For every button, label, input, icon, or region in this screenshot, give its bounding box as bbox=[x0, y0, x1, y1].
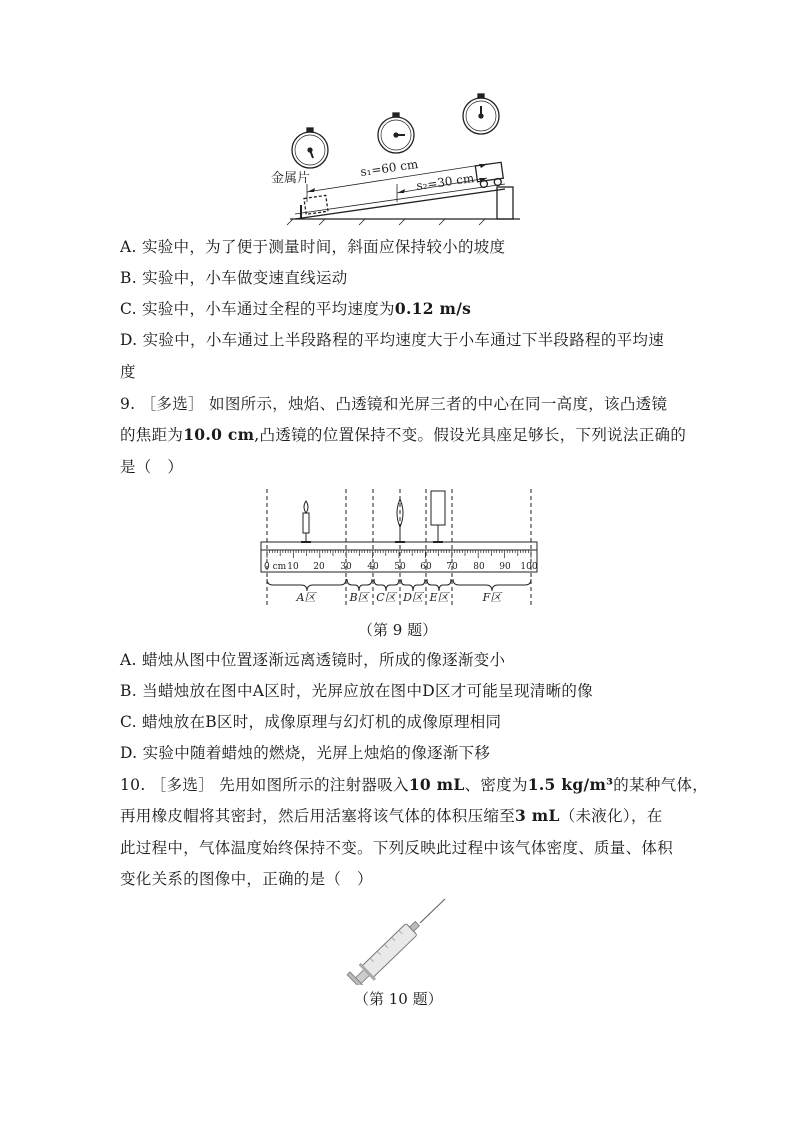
zone-label-f: F区 bbox=[482, 591, 502, 604]
zone-label-a: A区 bbox=[296, 591, 316, 604]
metal-sheet-label: 金属片 bbox=[271, 171, 311, 186]
q10-stem-text-5: （未液化），在 bbox=[559, 807, 663, 825]
s1-label: s₁=60 cm bbox=[359, 157, 420, 179]
scale-tick-70: 70 bbox=[446, 562, 458, 572]
q9-option-c: C. 蜡烛放在B区时，成像原理与幻灯机的成像原理相同 bbox=[120, 713, 502, 731]
scale-tick-30: 30 bbox=[340, 562, 352, 572]
scale-tick-100: 100 bbox=[520, 562, 538, 572]
q9-stem-text-2: ,凸透镜的位置保持不变。假设光具座足够长，下列说法正确的 bbox=[254, 426, 687, 444]
scale-tick-50: 50 bbox=[394, 562, 406, 572]
candle-icon bbox=[301, 501, 311, 542]
scale-tick-60: 60 bbox=[420, 562, 432, 572]
screen-icon bbox=[431, 491, 445, 542]
q10-volume-final: 3 mL bbox=[515, 806, 560, 825]
stopwatch-icon bbox=[378, 113, 414, 153]
zone-label-d: D区 bbox=[403, 591, 423, 604]
q9-option-a: A. 蜡烛从图中位置逐渐远离透镜时，所成的像逐渐变小 bbox=[120, 651, 506, 669]
q9-focal-length: 10.0 cm bbox=[183, 425, 255, 444]
q8-option-d-line1: D. 实验中，小车通过上半段路程的平均速度大于小车通过下半段路程的平均速 bbox=[120, 331, 665, 349]
q8-option-d-line2: 度 bbox=[120, 363, 136, 381]
s2-label: s₂=30 cm bbox=[415, 171, 476, 193]
q10-density-initial: 1.5 kg/m³ bbox=[527, 775, 614, 794]
q8-option-c bbox=[120, 299, 471, 319]
q9-stem-text: 的焦距为 bbox=[120, 426, 184, 444]
scale-tick-20: 20 bbox=[313, 562, 325, 572]
q8-option-c-value: 0.12 m/s bbox=[394, 299, 472, 318]
q10-stem-line2 bbox=[120, 806, 663, 826]
q8-option-c-text: C. 实验中，小车通过全程的平均速度为 bbox=[120, 300, 395, 318]
scale-tick-40: 40 bbox=[367, 562, 379, 572]
q9-stem-line2 bbox=[120, 425, 686, 445]
q9-stem-line1: 9. ［多选］ 如图所示，烛焰、凸透镜和光屏三者的中心在同一高度，该凸透镜 bbox=[120, 395, 668, 413]
q9-option-d: D. 实验中随着蜡烛的燃烧，光屏上烛焰的像逐渐下移 bbox=[120, 744, 491, 762]
q9-option-b: B. 当蜡烛放在图中A区时，光屏应放在图中D区才可能呈现清晰的像 bbox=[120, 682, 593, 700]
q8-option-a: A. 实验中，为了便于测量时间，斜面应保持较小的坡度 bbox=[120, 238, 506, 256]
syringe-figure bbox=[340, 895, 455, 985]
zone-label-e: E区 bbox=[429, 591, 449, 604]
zone-label-b: B区 bbox=[349, 591, 369, 604]
stopwatch-icon bbox=[463, 94, 499, 134]
q10-stem-line1 bbox=[120, 775, 708, 795]
q10-stem-text-3: 的某种气体， bbox=[613, 776, 709, 794]
q10-caption: （第 10 题） bbox=[354, 990, 443, 1008]
q9-stem-line3: 是（ ） bbox=[120, 458, 184, 476]
q10-stem-line3: 此过程中，气体温度始终保持不变。下列反映此过程中该气体密度、质量、体积 bbox=[120, 839, 674, 857]
ruler-ticks bbox=[267, 550, 531, 558]
q8-option-b: B. 实验中，小车做变速直线运动 bbox=[120, 269, 348, 287]
syringe-icon bbox=[347, 899, 445, 985]
optical-bench-figure bbox=[255, 487, 545, 607]
scale-unit-label: 0 cm bbox=[264, 562, 287, 572]
q10-stem-line4: 变化关系的图像中，正确的是（ ） bbox=[120, 870, 373, 888]
scale-tick-10: 10 bbox=[287, 562, 299, 572]
q10-stem-text-4: 再用橡皮帽将其密封，然后用活塞将该气体的体积压缩至 bbox=[120, 807, 516, 825]
q10-stem-text: 10. ［多选］ 先用如图所示的注射器吸入 bbox=[120, 776, 409, 794]
scale-tick-80: 80 bbox=[473, 562, 485, 572]
zone-label-c: C区 bbox=[376, 591, 396, 604]
q9-caption: （第 9 题） bbox=[358, 621, 438, 639]
scale-tick-90: 90 bbox=[499, 562, 511, 572]
q10-stem-text-2: 、密度为 bbox=[464, 776, 528, 794]
stopwatch-icon bbox=[292, 128, 328, 168]
incline-figure bbox=[265, 92, 525, 227]
q10-volume-initial: 10 mL bbox=[408, 775, 465, 794]
